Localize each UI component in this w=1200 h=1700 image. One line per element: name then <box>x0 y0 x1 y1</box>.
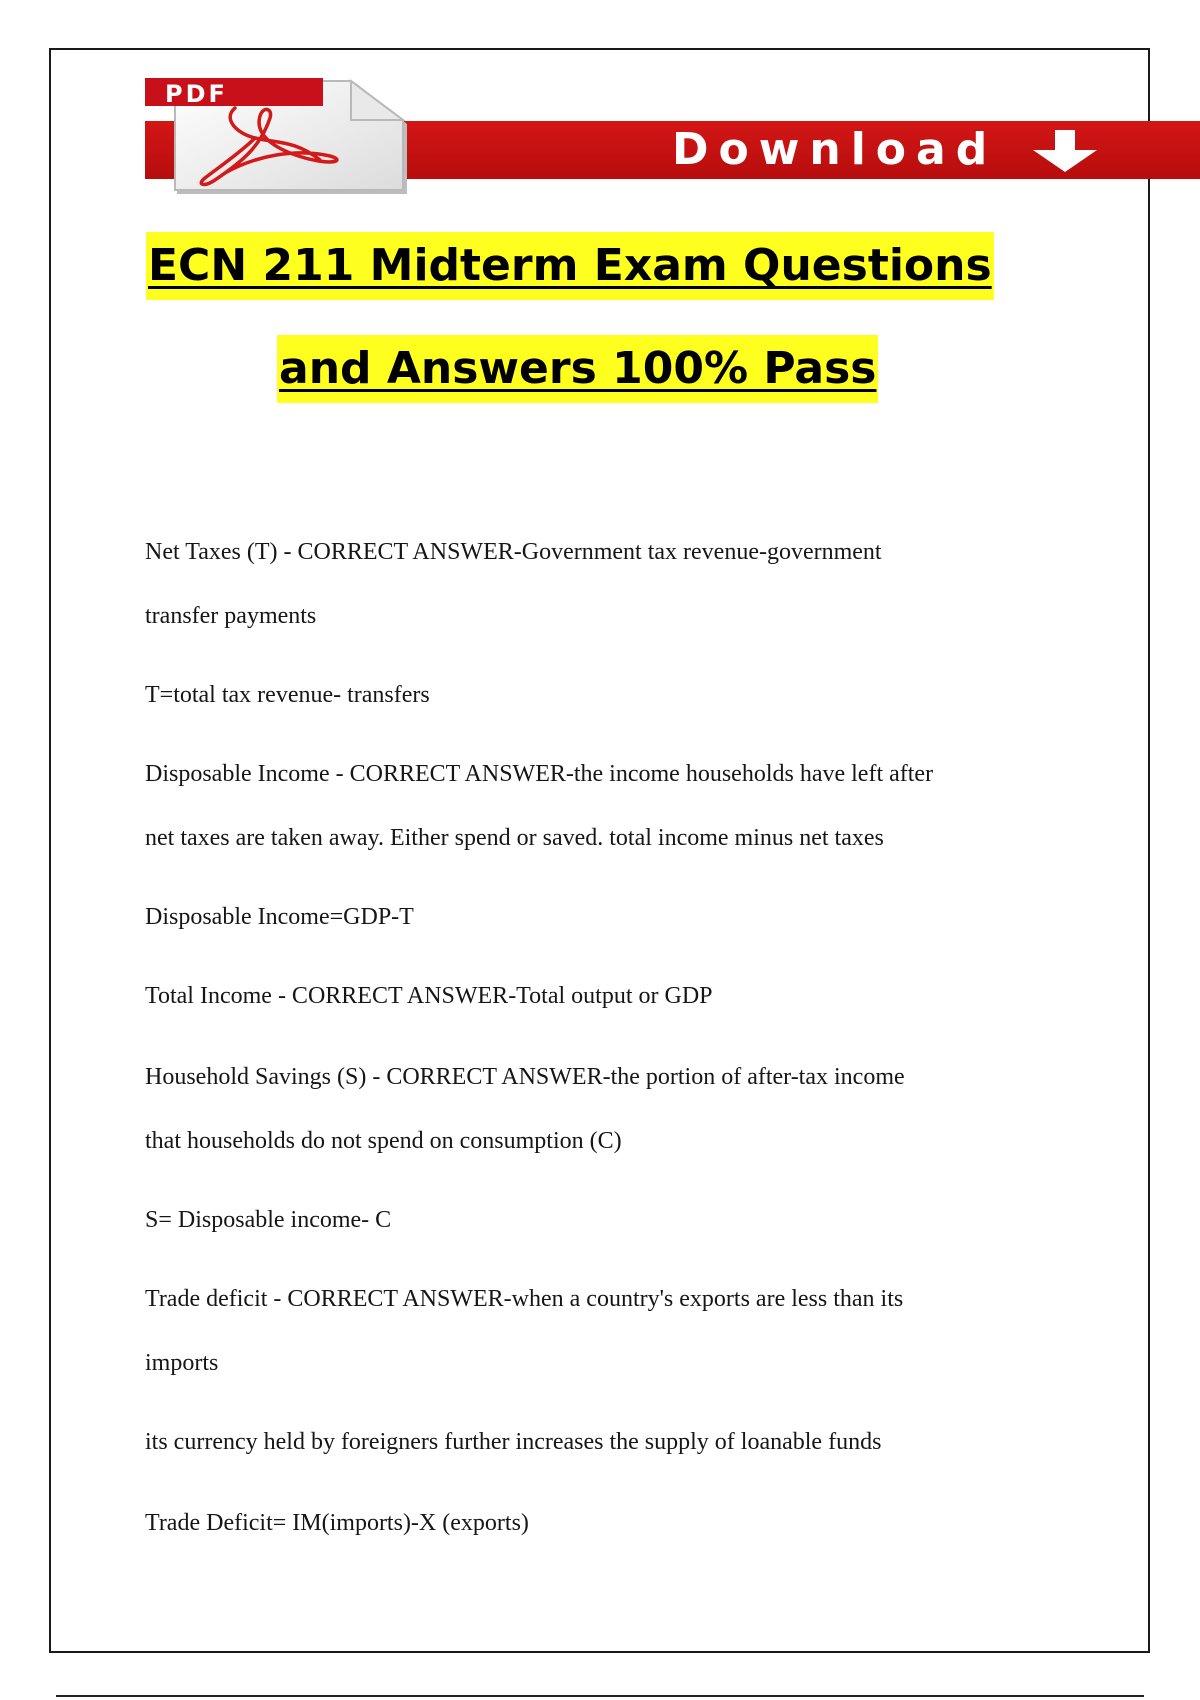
download-label[interactable]: Download <box>672 124 998 175</box>
entry-disposable-income-formula: Disposable Income=GDP-T <box>145 904 414 930</box>
pdf-download-banner[interactable] <box>145 78 1200 196</box>
download-arrow-icon[interactable] <box>1025 128 1105 174</box>
entry-trade-deficit: Trade deficit - CORRECT ANSWER-when a country's exports are less than its imports <box>145 1286 904 1376</box>
entry-trade-deficit-formula: Trade Deficit= IM(imports)-X (exports) <box>145 1510 529 1536</box>
bottom-divider <box>56 1695 1144 1697</box>
entry-loanable-funds: its currency held by foreigners further increases the supply of loanable funds <box>145 1429 882 1455</box>
title-line-1: ECN 211 Midterm Exam Questions <box>146 232 994 300</box>
entry-savings-formula: S= Disposable income- C <box>145 1207 392 1233</box>
entry-disposable-income: Disposable Income - CORRECT ANSWER-the income households have left after net taxes are taken away. Either spend or saved. total income minus net taxes <box>145 761 934 851</box>
title-line-2: and Answers 100% Pass <box>277 335 878 403</box>
entry-total-income: Total Income - CORRECT ANSWER-Total output or GDP <box>145 983 713 1009</box>
entry-net-taxes-formula: T=total tax revenue- transfers <box>145 682 430 708</box>
entry-net-taxes: Net Taxes (T) - CORRECT ANSWER-Government tax revenue-government transfer payments <box>145 539 882 629</box>
entry-household-savings: Household Savings (S) - CORRECT ANSWER-the portion of after-tax income that households do not spend on consumption (C) <box>145 1064 905 1154</box>
pdf-tag-label: PDF <box>165 80 228 108</box>
